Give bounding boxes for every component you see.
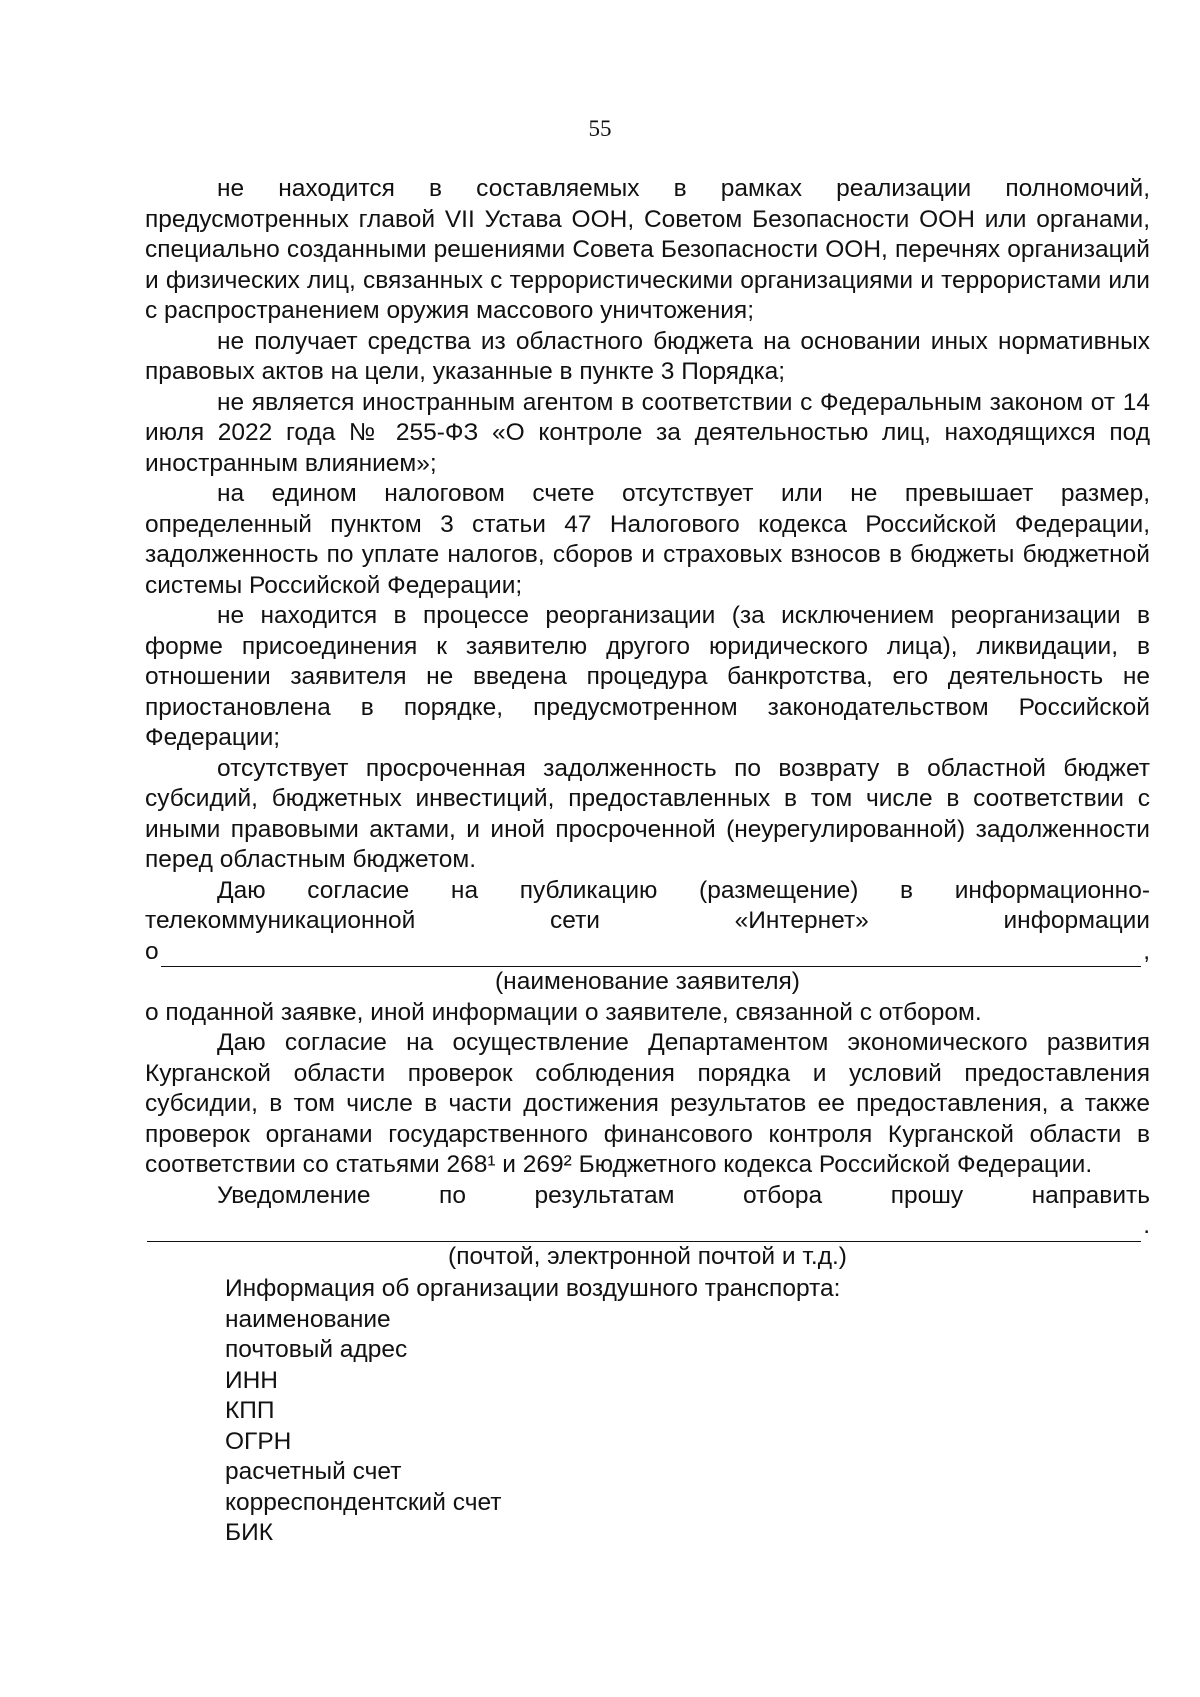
organization-info-block (145, 1274, 1150, 1549)
notification-method-blank[interactable] (147, 1219, 1141, 1242)
field-kpp: КПП (225, 1397, 275, 1424)
field-inn: ИНН (225, 1366, 278, 1394)
field-name: наименование (225, 1305, 391, 1333)
consent-publication-text: Даю согласие на публикацию (размещение) в информационно-телекоммуникационной сети «Интернет» информации (145, 876, 1150, 934)
paragraph-un-sanctions: не находится в составляемых в рамках реализации полномочий, предусмотренных главой VII Устава ООН, Советом Безопасности ООН или органами, специально созданными решениями Совета Безопасности ООН, перечнях организаций и физических лиц, связанных с террористическими организациями и террористами или с распространением оружия массового уничтожения; (145, 175, 1150, 324)
applicant-name-caption: (наименование заявителя) (495, 968, 800, 995)
applicant-line-prefix: о (145, 937, 159, 965)
paragraph-overdue-debt: отсутствует просроченная задолженность по возврату в областной бюджет субсидий, бюджетных инвестиций, предоставленных в том числе в соответствии с иными правовыми актами, и иной просроченной (неурегулированной) задолженности перед областным бюджетом. (145, 754, 1150, 873)
document-body (145, 174, 1150, 1549)
applicant-name-line (145, 937, 1150, 968)
consent-publication-continuation: о поданной заявке, иной информации о заявителе, связанной с отбором. (145, 998, 982, 1026)
page-number: 55 (588, 116, 612, 141)
applicant-line-suffix: , (1143, 937, 1150, 965)
paragraph-foreign-agent: не является иностранным агентом в соответствии с Федеральным законом от 14 июля 2022 года № 255-ФЗ «О контроле за деятельностью лиц, находящихся под иностранным влиянием»; (145, 388, 1150, 477)
field-postal-address: почтовый адрес (225, 1336, 408, 1363)
notification-method-caption: (почтой, электронной почтой и т.д.) (448, 1242, 847, 1270)
field-correspondent-account: корреспондентский счет (225, 1488, 502, 1516)
organization-info-title: Информация об организации воздушного транспорта: (225, 1275, 841, 1302)
notification-line-suffix: . (1143, 1212, 1150, 1239)
notification-method-line (145, 1211, 1150, 1242)
field-settlement-account: расчетный счет (225, 1458, 402, 1485)
notification-text: Уведомление по результатам отбора прошу направить (217, 1181, 1150, 1209)
applicant-name-blank[interactable] (161, 944, 1142, 967)
paragraph-no-other-funds: не получает средства из областного бюджета на основании иных нормативных правовых актов на цели, указанные в пункте 3 Порядка; (145, 327, 1150, 385)
paragraph-tax-debt: на едином налоговом счете отсутствует или не превышает размер, определенный пунктом 3 статьи 47 Налогового кодекса Российской Федерации, задолженность по уплате налогов, сборов и страховых взносов в бюджеты бюджетной системы Российской Федерации; (145, 480, 1150, 599)
field-ogrn: ОГРН (225, 1427, 292, 1455)
consent-inspection-text: Даю согласие на осуществление Департаментом экономического развития Курганской области проверок соблюдения порядка и условий предоставления субсидии, в том числе в части достижения результатов ее предоставления, а также проверок органами государственного финансового контроля Курганской области в соответствии со статьями 268¹ и 269² Бюджетного кодекса Российской Федерации. (145, 1029, 1150, 1178)
field-bik: БИК (225, 1519, 273, 1546)
paragraph-reorganization: не находится в процессе реорганизации (за исключением реорганизации в форме присоединения к заявителю другого юридического лица), ликвидации, в отношении заявителя не введена процедура банкротства, его деятельность не приостановлена в порядке, предусмотренном законодательством Российской Федерации; (145, 602, 1150, 751)
